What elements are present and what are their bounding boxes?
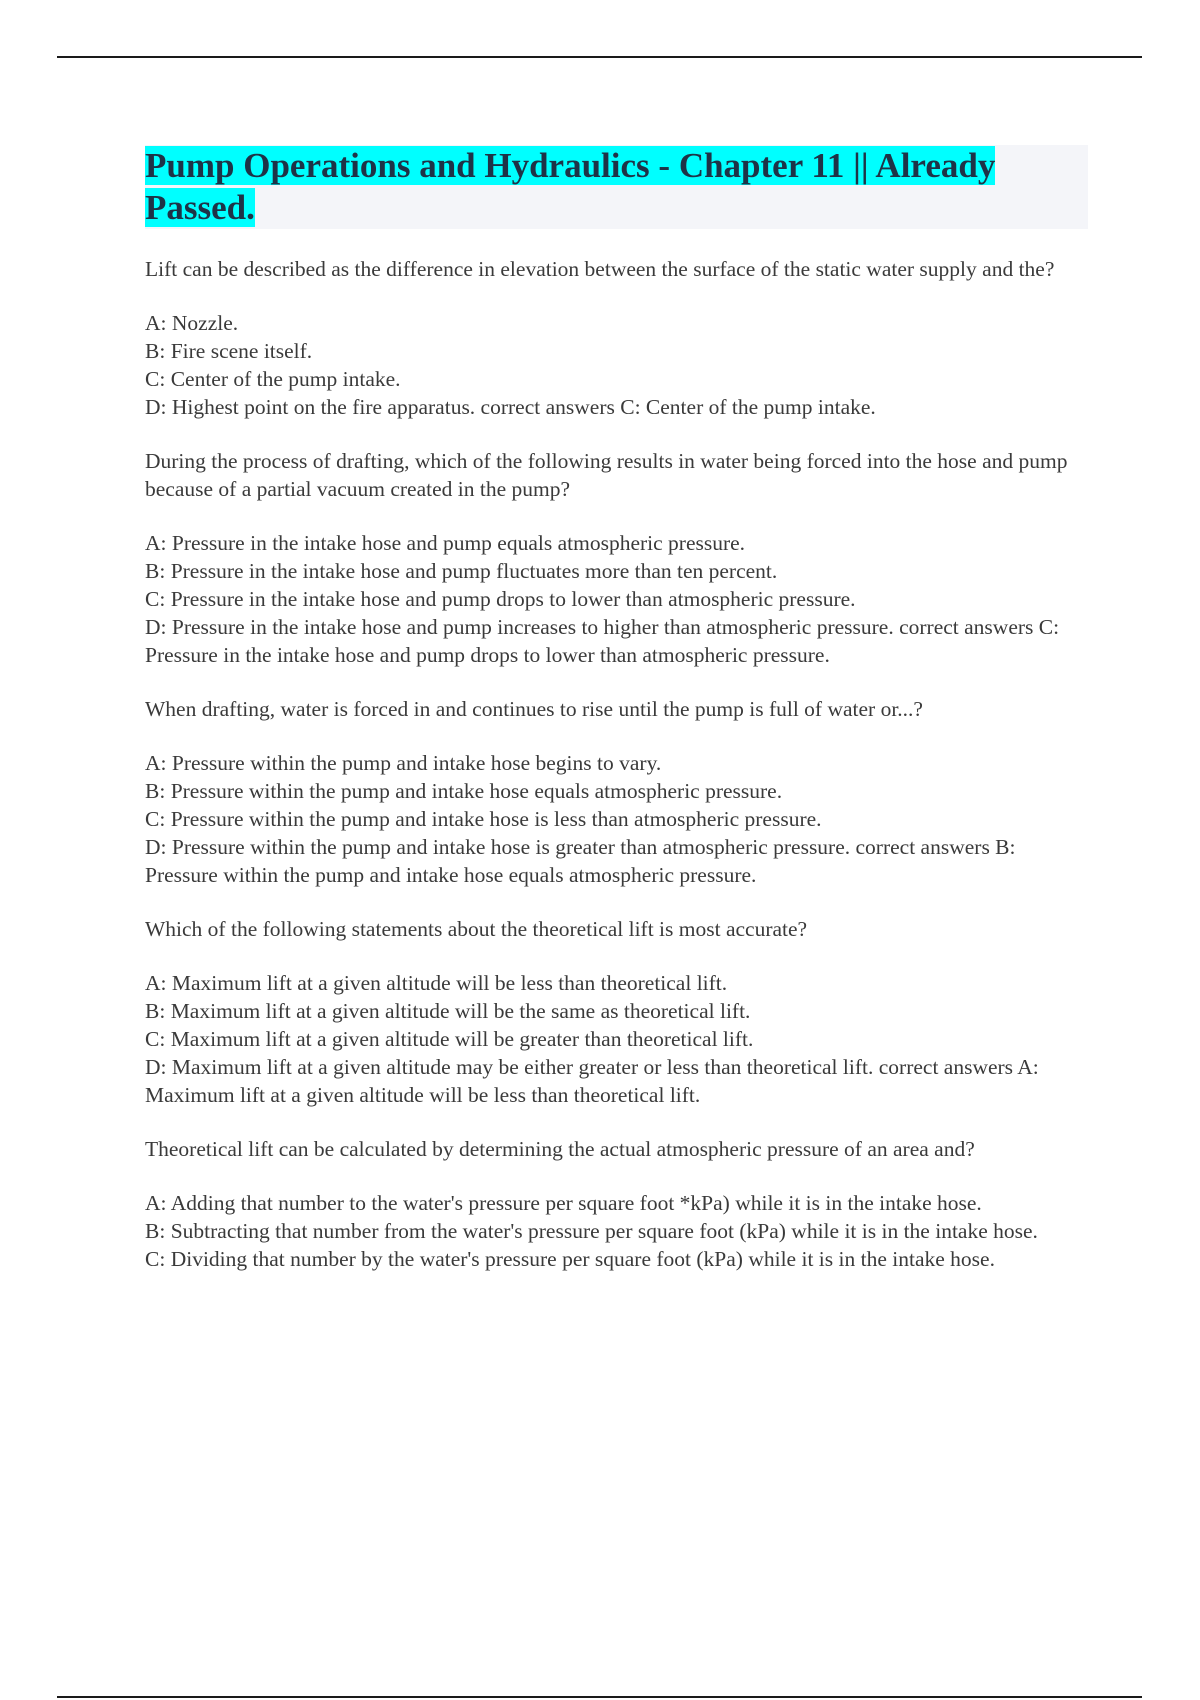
answer-options [145,969,1088,1109]
answer-option: C: Dividing that number by the water's pressure per square foot (kPa) while it is in the intake hose. [145,1247,995,1271]
answer-option: D: Highest point on the fire apparatus. correct answers C: Center of the pump intake. [145,395,876,419]
answer-options [145,529,1088,669]
answer-option: D: Pressure in the intake hose and pump increases to higher than atmospheric pressure. correct answers C: Pressure in the intake hose and pump drops to lower than atmospheric pressure. [145,615,1060,667]
answer-option: D: Maximum lift at a given altitude may be either greater or less than theoretical lift. correct answers A: Maximum lift at a given altitude will be less than theoretical lift. [145,1055,1039,1107]
question-block [145,1135,1088,1273]
question-text: Theoretical lift can be calculated by determining the actual atmospheric pressure of an area and? [145,1137,975,1161]
answer-option: A: Nozzle. [145,311,239,335]
title-block [145,145,1088,229]
document-title: Pump Operations and Hydraulics - Chapter 11 || Already Passed. [145,146,996,227]
answer-option: A: Adding that number to the water's pressure per square foot *kPa) while it is in the intake hose. [145,1191,982,1215]
document-body [145,145,1088,1299]
question-text: Lift can be described as the difference in elevation between the surface of the static water supply and the? [145,257,1055,281]
question-block [145,915,1088,1109]
question-text: When drafting, water is forced in and continues to rise until the pump is full of water or...? [145,697,923,721]
answer-option: B: Subtracting that number from the water's pressure per square foot (kPa) while it is in the intake hose. [145,1219,1038,1243]
answer-option: B: Pressure in the intake hose and pump fluctuates more than ten percent. [145,559,778,583]
question-text: Which of the following statements about the theoretical lift is most accurate? [145,917,808,941]
answer-option: B: Fire scene itself. [145,339,313,363]
question-block [145,447,1088,669]
question-block [145,695,1088,889]
answer-option: C: Pressure within the pump and intake hose is less than atmospheric pressure. [145,807,822,831]
question-text: During the process of drafting, which of the following results in water being forced into the hose and pump because of a partial vacuum created in the pump? [145,449,1068,501]
answer-option: A: Pressure within the pump and intake hose begins to vary. [145,751,662,775]
question-block [145,255,1088,421]
answer-option: C: Pressure in the intake hose and pump drops to lower than atmospheric pressure. [145,587,856,611]
answer-option: B: Pressure within the pump and intake hose equals atmospheric pressure. [145,779,783,803]
bottom-rule [57,1696,1142,1698]
top-rule [57,56,1142,58]
answer-option: D: Pressure within the pump and intake hose is greater than atmospheric pressure. correct answers B: Pressure within the pump and intake hose equals atmospheric pressure. [145,835,1016,887]
answer-option: C: Maximum lift at a given altitude will be greater than theoretical lift. [145,1027,754,1051]
answer-option: A: Maximum lift at a given altitude will be less than theoretical lift. [145,971,728,995]
answer-option: A: Pressure in the intake hose and pump equals atmospheric pressure. [145,531,746,555]
answer-options [145,309,1088,421]
answer-option: C: Center of the pump intake. [145,367,401,391]
answer-option: B: Maximum lift at a given altitude will be the same as theoretical lift. [145,999,751,1023]
answer-options [145,1189,1088,1273]
answer-options [145,749,1088,889]
